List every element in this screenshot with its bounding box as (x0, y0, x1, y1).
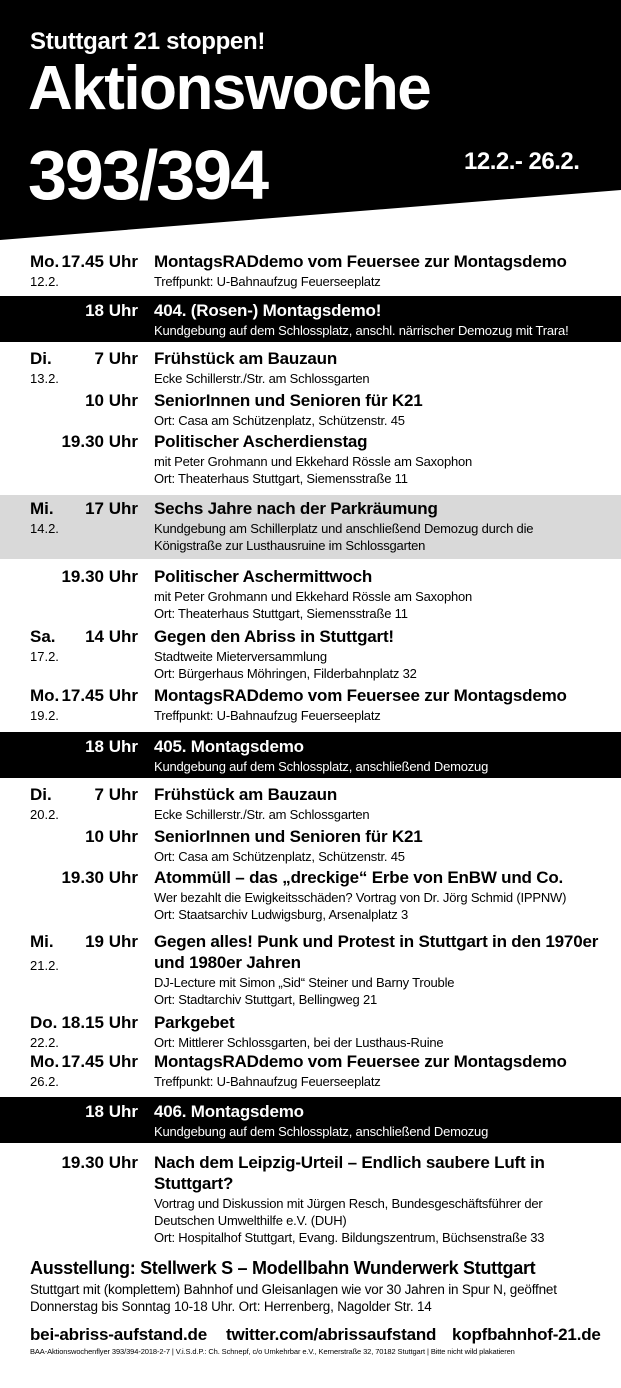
exhibition-detail: Donnerstag bis Sonntag 10-18 Uhr. Ort: Herrenberg, Nagolder Str. 14 (30, 1299, 432, 1314)
event-detail: Ort: Bürgerhaus Möhringen, Filderbahnplatz 32 (154, 666, 417, 681)
header-number: 393/394 (28, 136, 268, 214)
event-detail: mit Peter Grohmann und Ekkehard Rössle am Saxophon (154, 589, 473, 604)
event-detail: Kundgebung auf dem Schlossplatz, anschließend Demozug (154, 1124, 489, 1139)
event-detail: Ort: Staatsarchiv Ludwigsburg, Arsenalplatz 3 (154, 907, 409, 922)
event-block (0, 1050, 621, 1094)
event-time: 18 Uhr (85, 301, 138, 320)
event-block (0, 1011, 621, 1051)
event-time: 19 Uhr (85, 932, 138, 951)
event-detail: Treffpunkt: U-Bahnaufzug Feuerseeplatz (154, 708, 381, 723)
event-title: Gegen den Abriss in Stuttgart! (154, 627, 394, 646)
event-title: MontagsRADdemo vom Feuersee zur Montagsdemo (154, 686, 567, 705)
event-title: MontagsRADdemo vom Feuersee zur Montagsdemo (154, 1052, 567, 1071)
event-time: 7 Uhr (94, 785, 138, 804)
event-time: 19.30 Uhr (61, 567, 138, 586)
event-block (0, 866, 621, 926)
event-date: 17.2. (30, 649, 59, 664)
event-detail: Treffpunkt: U-Bahnaufzug Feuerseeplatz (154, 274, 381, 289)
event-detail: Ort: Stadtarchiv Stuttgart, Bellingweg 21 (154, 992, 378, 1007)
event-detail: Ort: Mittlerer Schlossgarten, bei der Lusthaus-Ruine (154, 1035, 444, 1050)
event-title: Frühstück am Bauzaun (154, 785, 338, 804)
event-title: Sechs Jahre nach der Parkräumung (154, 499, 438, 518)
event-detail: Ort: Theaterhaus Stuttgart, Siemensstraße 11 (154, 471, 408, 486)
event-detail: Ort: Casa am Schützenplatz, Schützenstr. 45 (154, 849, 405, 864)
event-detail: Wer bezahlt die Ewigkeitsschäden? Vortrag von Dr. Jörg Schmid (IPPNW) (154, 890, 567, 905)
event-title: 405. Montagsdemo (154, 737, 304, 756)
event-time: 19.30 Uhr (61, 432, 138, 451)
event-time: 7 Uhr (94, 349, 138, 368)
event-block (0, 565, 621, 625)
event-detail: Ecke Schillerstr./Str. am Schlossgarten (154, 371, 370, 386)
exhibition-title: Ausstellung: Stellwerk S – Modellbahn Wunderwerk Stuttgart (30, 1258, 536, 1278)
event-date: 21.2. (30, 958, 59, 973)
event-detail: Königstraße zur Lusthausruine im Schlossgarten (154, 538, 426, 553)
event-day: Di. (30, 785, 52, 804)
event-block (0, 430, 621, 490)
header-subtitle: Stuttgart 21 stoppen! (30, 28, 266, 55)
event-title: Gegen alles! Punk und Protest in Stuttgart in den 1970er und 1980er Jahren (154, 932, 599, 972)
event-block (0, 389, 621, 431)
event-detail: Kundgebung auf dem Schlossplatz, anschließend Demozug (154, 759, 489, 774)
event-detail: Ort: Theaterhaus Stuttgart, Siemensstraße 11 (154, 606, 408, 621)
event-block (0, 825, 621, 867)
event-title: Atommüll – das „dreckige“ Erbe von EnBW und Co. (154, 868, 564, 887)
event-date: 26.2. (30, 1074, 59, 1089)
event-time: 17.45 Uhr (61, 252, 138, 271)
event-title: SeniorInnen und Senioren für K21 (154, 391, 423, 410)
event-block (0, 684, 621, 728)
event-detail: Kundgebung auf dem Schlossplatz, anschl. närrischer Demozug mit Trara! (154, 323, 569, 338)
event-title: 404. (Rosen-) Montagsdemo! (154, 301, 382, 320)
event-detail: Kundgebung am Schillerplatz und anschließend Demozug durch die (154, 521, 534, 536)
event-date: 14.2. (30, 521, 59, 536)
event-title: SeniorInnen und Senioren für K21 (154, 827, 423, 846)
event-day: Mi. (30, 932, 54, 951)
event-title: Parkgebet (154, 1013, 235, 1032)
event-block-highlight (0, 296, 621, 342)
event-block (0, 930, 621, 1010)
event-title: Frühstück am Bauzaun (154, 349, 338, 368)
event-block (0, 625, 621, 685)
event-time: 17 Uhr (85, 499, 138, 518)
event-day: Mo. (30, 1052, 60, 1071)
event-detail: Ort: Hospitalhof Stuttgart, Evang. Bildungszentrum, Büchsenstraße 33 (154, 1230, 545, 1245)
event-time: 19.30 Uhr (61, 1153, 138, 1172)
exhibition-detail: Stuttgart mit (komplettem) Bahnhof und Gleisanlagen wie vor 30 Jahren in Spur N, geöffnet (30, 1282, 557, 1297)
event-detail: Ort: Casa am Schützenplatz, Schützenstr. 45 (154, 413, 405, 428)
footer-imprint: BAA-Aktionswochenflyer 393/394-2018-2-7 | V.i.S.d.P.: Ch. Schnepf, c/o Umkehrbar e.V., Kernerstraße 32, 70182 Stuttgart | Bitte nicht wild plakatieren (30, 1347, 515, 1356)
event-date: 13.2. (30, 371, 59, 386)
event-detail: DJ-Lecture mit Simon „Sid“ Steiner und Barny Trouble (154, 975, 455, 990)
event-detail: Deutschen Umwelthilfe e.V. (DUH) (154, 1213, 347, 1228)
header-date-range: 12.2.- 26.2. (464, 148, 580, 175)
event-date: 12.2. (30, 274, 59, 289)
footer-link-kopfbahnhof[interactable]: kopfbahnhof-21.de (452, 1325, 601, 1344)
event-day: Sa. (30, 627, 56, 646)
event-title: MontagsRADdemo vom Feuersee zur Montagsdemo (154, 252, 567, 271)
event-detail: Stadtweite Mieterversammlung (154, 649, 327, 664)
event-day: Di. (30, 349, 52, 368)
footer-link-twitter[interactable]: twitter.com/abrissaufstand (226, 1325, 437, 1344)
event-date: 20.2. (30, 807, 59, 822)
event-day: Mi. (30, 499, 54, 518)
event-time: 18 Uhr (85, 737, 138, 756)
header-title: Aktionswoche (28, 54, 431, 123)
event-time: 10 Uhr (85, 391, 138, 410)
event-block (0, 783, 621, 825)
event-date: 19.2. (30, 708, 59, 723)
event-block-highlight (0, 732, 621, 778)
event-title: Politischer Ascherdienstag (154, 432, 368, 451)
event-detail: Treffpunkt: U-Bahnaufzug Feuerseeplatz (154, 1074, 381, 1089)
event-detail: Ecke Schillerstr./Str. am Schlossgarten (154, 807, 370, 822)
event-detail: mit Peter Grohmann und Ekkehard Rössle am Saxophon (154, 454, 473, 469)
event-time: 10 Uhr (85, 827, 138, 846)
event-time: 17.45 Uhr (61, 1052, 138, 1071)
event-detail: Vortrag und Diskussion mit Jürgen Resch, Bundesgeschäftsführer der (154, 1196, 543, 1211)
event-title: Nach dem Leipzig-Urteil – Endlich saubere Luft in Stuttgart? (154, 1153, 545, 1193)
event-day: Mo. (30, 252, 60, 271)
event-block (0, 1151, 621, 1251)
event-block (0, 250, 621, 294)
event-day: Mo. (30, 686, 60, 705)
event-block-highlight (0, 1097, 621, 1143)
event-date: 22.2. (30, 1035, 59, 1050)
event-title: Politischer Aschermittwoch (154, 567, 373, 586)
event-time: 18 Uhr (85, 1102, 138, 1121)
event-block (0, 347, 621, 389)
event-day: Do. (30, 1013, 58, 1032)
event-title: 406. Montagsdemo (154, 1102, 304, 1121)
event-block-gray (0, 495, 621, 559)
footer-link-website[interactable]: bei-abriss-aufstand.de (30, 1325, 207, 1344)
event-time: 17.45 Uhr (61, 686, 138, 705)
event-time: 14 Uhr (85, 627, 138, 646)
event-time: 19.30 Uhr (61, 868, 138, 887)
event-time: 18.15 Uhr (61, 1013, 138, 1032)
